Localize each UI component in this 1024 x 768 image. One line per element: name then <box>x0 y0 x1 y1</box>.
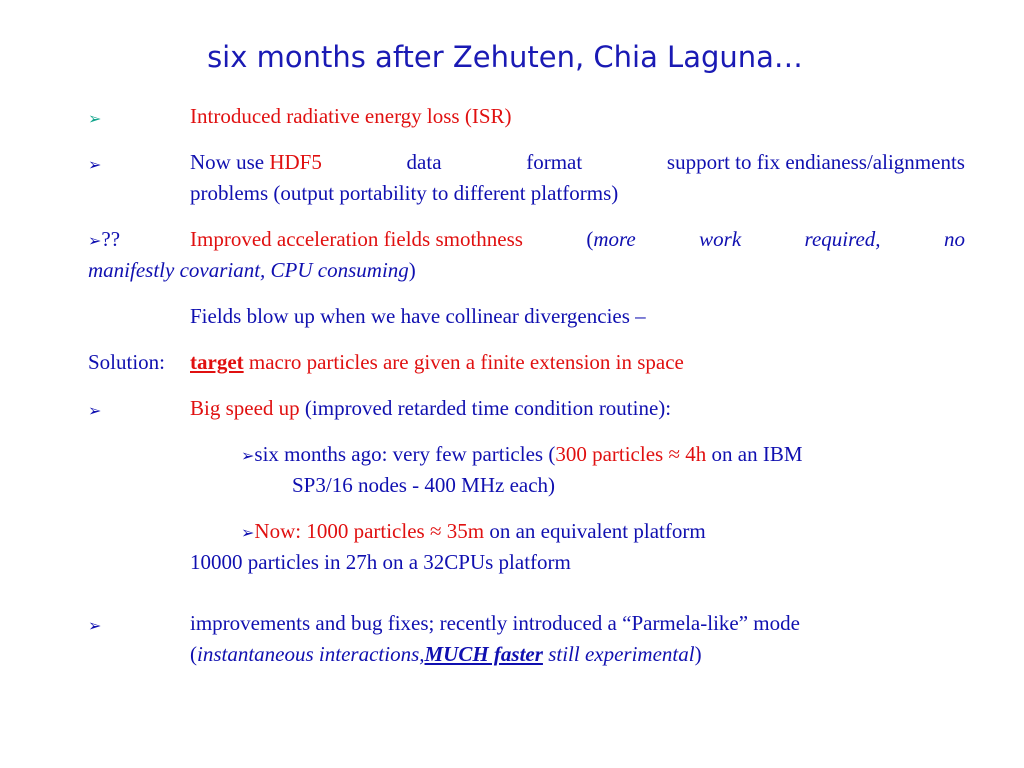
slide-title: six months after Zehuten, Chia Laguna… <box>207 40 803 74</box>
fields-word: no <box>943 227 965 251</box>
fields-smothness-text: Improved acceleration fields smothness <box>190 227 523 251</box>
solution-text <box>190 349 684 375</box>
now-tail: on an equivalent platform <box>484 519 706 543</box>
solution-rest: macro particles are given a finite extension in space <box>243 350 684 374</box>
fields-blow-up-text: Fields blow up when we have collinear divergencies – <box>190 304 646 328</box>
target-emphasis: target <box>190 350 244 374</box>
bullet-hdf5-word: support to fix endianess/alignments <box>666 150 965 174</box>
sub-arrow-icon: ➢ <box>241 446 255 465</box>
ago-text: six months ago: very few particles ( <box>254 442 556 466</box>
sub-bullet-ago-line2: SP3/16 nodes - 400 MHz each) <box>292 473 556 497</box>
now-highlight: Now: 1000 particles ≈ 35m <box>254 519 485 543</box>
sub-bullet-ago-line1 <box>241 441 803 469</box>
solution-line <box>88 349 165 375</box>
paren-open: ( <box>586 227 594 251</box>
question-marks: ?? <box>101 227 121 251</box>
fields-italic-text: manifestly covariant, CPU consuming <box>88 258 409 282</box>
paren-close: ) <box>408 258 416 282</box>
bullet-arrow-icon: ➢ <box>88 231 102 250</box>
ago-highlight: 300 particles ≈ 4h <box>555 442 707 466</box>
bullet-arrow-icon: ➢ <box>88 401 102 420</box>
bullet-arrow-icon: ➢ <box>88 109 102 128</box>
bullet-arrow-icon: ➢ <box>88 155 102 174</box>
bullet-fields-line1 <box>190 226 965 252</box>
sub-bullet-now-line <box>241 518 706 546</box>
bullet-arrow-icon: ➢ <box>88 616 102 635</box>
fields-word: required, <box>804 227 881 251</box>
bullet-fields-prefix <box>88 226 120 254</box>
particles-10000-text: 10000 particles in 27h on a 32CPUs platform <box>190 550 571 574</box>
still-experimental-text: still experimental <box>542 642 695 666</box>
bullet-hdf5-word: Now use <box>190 150 265 174</box>
ago-tail: on an IBM <box>706 442 803 466</box>
big-speed-up-text: Big speed up <box>190 396 300 420</box>
bullet-hdf5-line1 <box>190 149 965 175</box>
paren-close: ) <box>694 642 702 666</box>
paren-open: ( <box>190 642 197 666</box>
improvements-line2 <box>190 641 702 667</box>
speed-rest-text: (improved retarded time condition routine): <box>299 396 672 420</box>
solution-label: Solution: <box>88 350 166 374</box>
much-faster-emphasis: MUCH faster <box>424 642 543 666</box>
hdf5-highlight: HDF5 <box>269 150 322 174</box>
improvements-line1: improvements and bug fixes; recently introduced a “Parmela-like” mode <box>190 611 800 635</box>
bullet-speed-line <box>190 395 671 421</box>
sub-arrow-icon: ➢ <box>241 523 255 542</box>
bullet-isr-text: Introduced radiative energy loss (ISR) <box>190 104 512 128</box>
bullet-fields-line2 <box>88 257 416 283</box>
fields-word: more <box>593 227 636 251</box>
fields-word: work <box>699 227 742 251</box>
bullet-hdf5-line2: problems (output portability to different platforms) <box>190 181 619 205</box>
instantaneous-text: instantaneous interactions, <box>197 642 425 666</box>
bullet-hdf5-word: format <box>526 150 583 174</box>
bullet-hdf5-word: data <box>406 150 442 174</box>
